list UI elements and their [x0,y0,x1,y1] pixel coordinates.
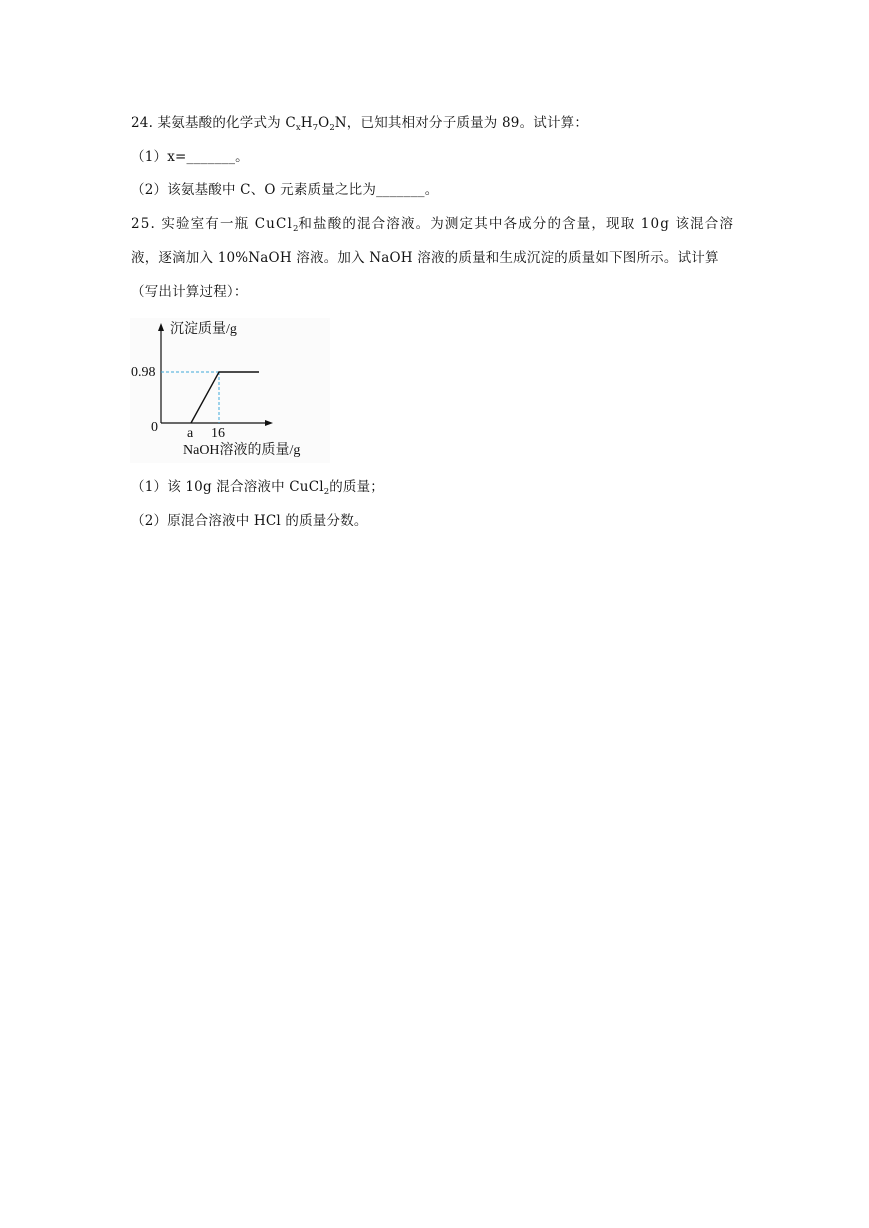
subscript-o: 2 [329,123,335,133]
q24-stem-part-a: 24. 某氨基酸的化学式为 C [131,115,296,131]
subscript-2: 2 [292,224,299,234]
q25-part1-b: 的质量； [329,479,384,495]
y-axis-label: 沉淀质量/g [170,322,237,337]
q24-stem-part-b: N，已知其相对分子质量为 89。试计算： [334,115,589,131]
precipitate-chart [130,318,330,463]
q25-part1 [131,478,384,501]
q25-stem-line3: （写出计算过程）： [131,284,248,300]
origin-label: 0 [151,420,158,435]
x-tick-label-16: 16 [211,426,225,441]
subscript-x: x [295,123,301,133]
series-line [191,372,259,423]
chart-svg [130,318,330,463]
q24-stem-o: O [318,115,330,131]
q25-part1-a: （1）该 10g 混合溶液中 CuCl [131,479,324,495]
subscript-2: 2 [323,487,330,497]
y-axis-arrow-icon [158,323,164,331]
x-axis-arrow-icon [265,420,273,426]
q24-part1: （1）x=_______。 [131,149,249,165]
y-tick-label: 0.98 [131,365,156,380]
subscript-h: 7 [312,123,319,133]
q25-stem-line1 [131,215,734,238]
q24-stem [131,114,588,137]
q25-stem-line2: 液，逐滴加入 10%NaOH 溶液。加入 NaOH 溶液的质量和生成沉淀的质量如下图所示。试计算 [131,250,719,266]
x-axis-label: NaOH溶液的质量/g [183,443,301,458]
q25-part2: （2）原混合溶液中 HCl 的质量分数。 [131,513,368,529]
q25-line1-part-b: 和盐酸的混合溶液。为测定其中各成分的含量，现取 10g 该混合溶 [298,216,735,232]
q25-line1-part-a: 25. 实验室有一瓶 CuCl [131,216,293,232]
q24-stem-h: H [300,115,313,131]
x-tick-label-a: a [187,426,194,441]
q24-part2: （2）该氨基酸中 C、O 元素质量之比为_______。 [131,182,439,198]
